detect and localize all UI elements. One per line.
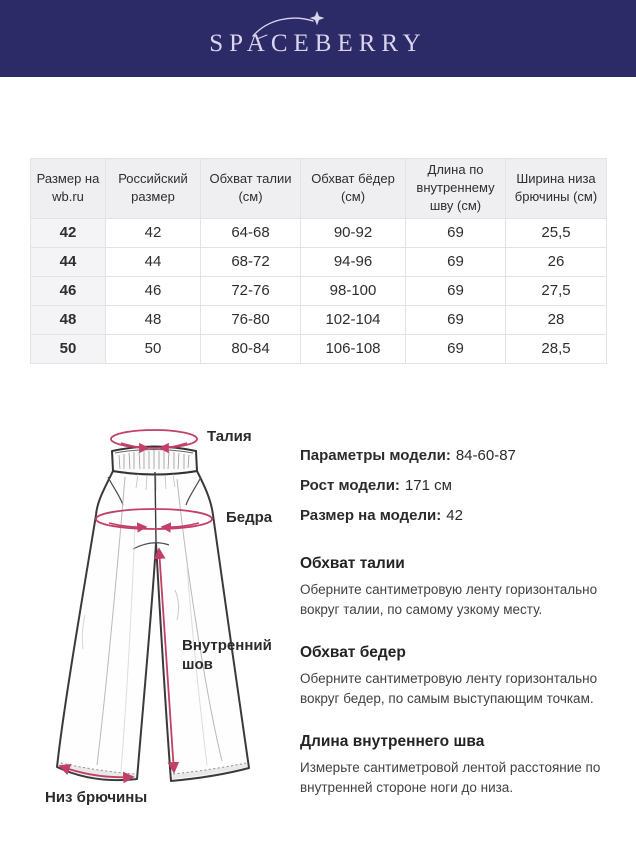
inseam-label: Внутренний шов [182, 637, 272, 673]
brand-wordmark: SPACEBERRY [209, 29, 427, 57]
model-params-line [300, 441, 618, 471]
measurement-cell: 42 [106, 218, 201, 247]
model-params-value: 84-60-87 [455, 447, 516, 464]
table-row [31, 218, 607, 247]
size-column-header: Ширина низа брючины (см) [506, 159, 607, 219]
guide-inseam-text: Измерьте сантиметровой лентой расстояние по внутренней стороне ноги до низа. [300, 760, 601, 795]
guide-inseam-section [300, 733, 618, 798]
measurement-cell: 102-104 [301, 305, 406, 334]
size-table-body [31, 218, 607, 363]
measurement-cell: 98-100 [301, 276, 406, 305]
model-height-label: Рост модели: [300, 477, 400, 494]
size-column-header: Обхват бёдер (см) [301, 159, 406, 219]
table-row [31, 276, 607, 305]
model-height-line [300, 471, 618, 501]
waist-label: Талия [207, 428, 252, 445]
wb-size-cell: 46 [31, 276, 106, 305]
size-column-header: Обхват талии (см) [201, 159, 301, 219]
measurement-cell: 28,5 [506, 334, 607, 363]
hem-label: Низ брючины [45, 789, 148, 806]
measurement-cell: 44 [106, 247, 201, 276]
measurement-cell: 94-96 [301, 247, 406, 276]
model-size-value: 42 [446, 507, 463, 524]
measurement-cell: 28 [506, 305, 607, 334]
front-seam [155, 472, 156, 542]
brand-header [0, 0, 636, 77]
size-column-header: Российский размер [106, 159, 201, 219]
shooting-star-icon [251, 10, 335, 42]
measurement-cell: 72-76 [201, 276, 301, 305]
brand-logo [209, 20, 426, 58]
model-size-label: Размер на модели: [300, 507, 442, 524]
measurement-cell: 46 [106, 276, 201, 305]
guide-inseam-title: Длина внутреннего шва [300, 733, 485, 750]
measurement-cell: 106-108 [301, 334, 406, 363]
size-table [30, 158, 607, 364]
wb-size-cell: 42 [31, 218, 106, 247]
measurement-cell: 50 [106, 334, 201, 363]
measurement-cell: 27,5 [506, 276, 607, 305]
size-column-header: Размер на wb.ru [31, 159, 106, 219]
measurement-cell: 69 [406, 276, 506, 305]
measurement-cell: 48 [106, 305, 201, 334]
size-table-header-row [31, 159, 607, 219]
measurement-cell: 25,5 [506, 218, 607, 247]
pants-diagram [25, 415, 295, 810]
size-column-header: Длина по внутреннему шву (см) [406, 159, 506, 219]
model-params-label: Параметры модели: [300, 447, 451, 464]
guide-waist-title: Обхват талии [300, 555, 405, 572]
guide-hips-text: Оберните сантиметровую ленту горизонтально вокруг бедер, по самым выступающим точкам. [300, 671, 598, 706]
size-table-header [31, 159, 607, 219]
guide-waist-section [300, 555, 618, 620]
guide-hips-title: Обхват бедер [300, 644, 406, 661]
pants-body [57, 471, 249, 781]
measurement-cell: 69 [406, 247, 506, 276]
measurement-cell: 64-68 [201, 218, 301, 247]
wb-size-cell: 48 [31, 305, 106, 334]
measurement-cell: 69 [406, 334, 506, 363]
model-size-line [300, 501, 618, 531]
hips-label: Бедра [226, 509, 273, 526]
table-row [31, 247, 607, 276]
measurement-cell: 69 [406, 218, 506, 247]
measurement-cell: 90-92 [301, 218, 406, 247]
measurement-cell: 26 [506, 247, 607, 276]
table-row [31, 305, 607, 334]
wb-size-cell: 50 [31, 334, 106, 363]
measurement-cell: 76-80 [201, 305, 301, 334]
measurement-cell: 69 [406, 305, 506, 334]
waist-measure-ellipse [111, 430, 197, 448]
measurement-cell: 68-72 [201, 247, 301, 276]
measurement-cell: 80-84 [201, 334, 301, 363]
model-height-value: 171 см [404, 477, 452, 494]
wb-size-cell: 44 [31, 247, 106, 276]
guide-waist-text: Оберните сантиметровую ленту горизонтально вокруг талии, по самому узкому месту. [300, 582, 598, 617]
table-row [31, 334, 607, 363]
guide-hips-section [300, 644, 618, 709]
info-column [300, 441, 618, 798]
